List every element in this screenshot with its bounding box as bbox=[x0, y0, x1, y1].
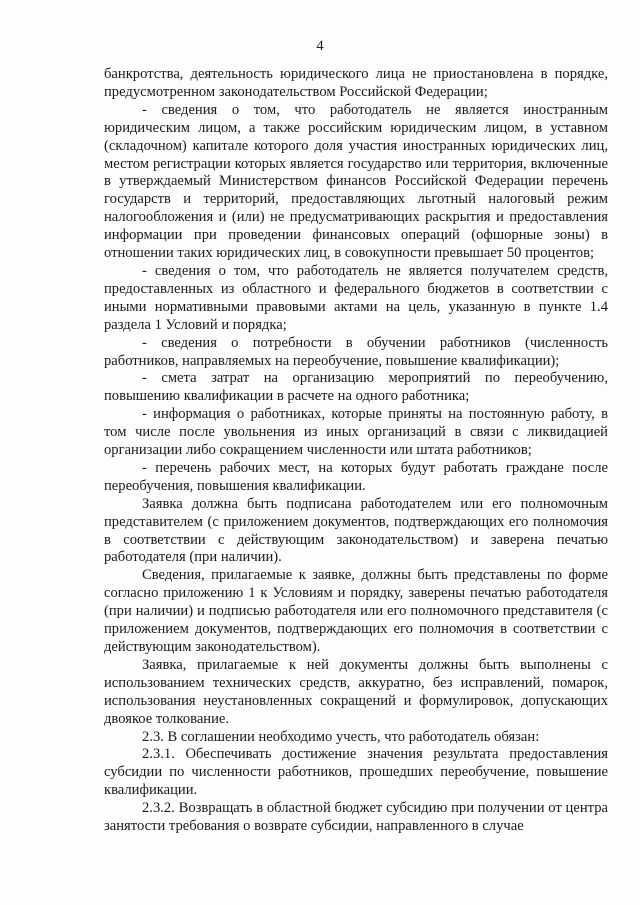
paragraph: 2.3.1. Обеспечивать достижение значения результата предоставления субсидии по численности работников, прошедших переобучение, повышение квалификации. bbox=[104, 746, 608, 799]
paragraph: - смета затрат на организацию мероприятий по переобучению, повышению квалификации в расчете на одного работника; bbox=[104, 370, 608, 405]
paragraph: 2.3. В соглашении необходимо учесть, что работодатель обязан: bbox=[142, 728, 540, 745]
page-number: 4 bbox=[316, 38, 324, 54]
paragraph: Заявка должна быть подписана работодателем или его полномочным представителем (с приложением документов, подтверждающих его полномочия в соответствии с действующим законодательством) и заверена печатью работодателя (при наличии). bbox=[104, 495, 608, 566]
document-body bbox=[104, 66, 608, 836]
paragraph: банкротства, деятельность юридического лица не приостановлена в порядке, предусмотренном законодательством Российской Федерации; bbox=[104, 66, 608, 100]
paragraph: - информация о работниках, которые приняты на постоянную работу, в том числе после увольнения из иных организаций в связи с ликвидацией организации либо сокращением численности или штата работников; bbox=[104, 406, 608, 459]
paragraph: - сведения о потребности в обучении работников (численность работников, направляемых на переобучение, повышение квалификации); bbox=[104, 334, 608, 369]
paragraph: Заявка, прилагаемые к ней документы должны быть выполнены с использованием технических средств, аккуратно, без исправлений, помарок, использования неустановленных сокращений и формулировок, допускающих двоякое толкование. bbox=[104, 656, 608, 727]
paragraph: - перечень рабочих мест, на которых будут работать граждане после переобучения, повышения квалификации. bbox=[104, 459, 608, 494]
paragraph: 2.3.2. Возвращать в областной бюджет субсидию при получении от центра занятости требования о возврате субсидии, направленного в случае bbox=[104, 800, 608, 835]
paragraph: - сведения о том, что работодатель не является иностранным юридическим лицом, а также российским юридическим лицом, в уставном (складочном) капитале которого доля участия иностранных юридических лиц, местом регистрации которых является государство или территория, включенные в утверждаемый Министерством финансов Российской Федерации перечень государств и территорий, предоставляющих льготный налоговый режим налогообложения и (или) не предусматривающих раскрытия и предоставления информации при проведении финансовых операций (офшорные зоны) в отношении таких юридических лиц, в совокупности превышает 50 процентов; bbox=[104, 101, 608, 262]
paragraph: Сведения, прилагаемые к заявке, должны быть представлены по форме согласно приложению 1 к Условиям и порядку, заверены печатью работодателя (при наличии) и подписью работодателя или его полномочного представителя (с приложением документов, подтверждающих его полномочия в соответствии с действующим законодательством). bbox=[104, 567, 608, 655]
paragraph: - сведения о том, что работодатель не является получателем средств, предоставленных из областного и федерального бюджетов в соответствии с иными нормативными правовыми актами на цель, указанную в пункте 1.4 раздела 1 Условий и порядка; bbox=[104, 262, 608, 333]
